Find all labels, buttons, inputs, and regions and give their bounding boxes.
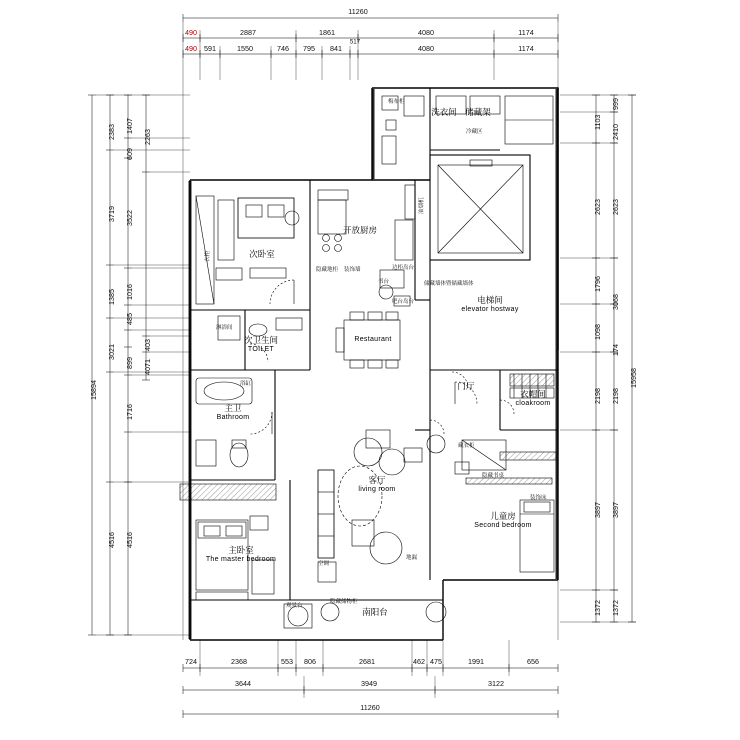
dim-left2-1: 609 (125, 148, 134, 160)
room-label-entry-hall: 门厅 (457, 381, 475, 391)
room-label-laundry: 洗衣间 (431, 107, 457, 117)
dim-left1-1: 3719 (107, 206, 116, 222)
dim-top2-5: 841 (330, 44, 342, 53)
room-label-storage: 储藏架 (465, 107, 491, 117)
dim-left2-4: 485 (125, 313, 134, 325)
room-label-bathroom: 主卫 Bathroom (216, 403, 250, 421)
annotation-cabinet-wall: 装饰墙 (344, 267, 361, 273)
dim-bot2-1: 3949 (361, 679, 377, 688)
annotation-fridge-zone: 冷藏区 (466, 129, 483, 135)
dim-bot1-7: 1991 (468, 657, 484, 666)
dim-bot1-0: 724 (185, 657, 197, 666)
room-label-toilet: 次卫生间 TOILET (243, 335, 278, 353)
dim-right1-4: 2198 (593, 388, 602, 404)
dim-left1-4: 4516 (107, 532, 116, 548)
dim-right1-1: 2623 (593, 199, 602, 215)
annotation-shelf: 梅布柜 (388, 99, 405, 105)
dim-left2-5: 899 (125, 357, 134, 369)
room-label-living-room: 客厅 living room (358, 475, 396, 493)
annotation-hood: 油烟机 (419, 197, 425, 214)
dim-right1-0: 1103 (593, 114, 602, 130)
dim-left3-0: 2263 (143, 129, 152, 145)
dim-right2-3: 3068 (611, 294, 620, 310)
dim-top2-0: 490 (185, 44, 197, 53)
dim-right2-7: 1372 (611, 600, 620, 616)
annotation-side-island: 边柜岛台 (392, 265, 415, 271)
dim-right2-2: 2623 (611, 199, 620, 215)
dim-left1-0: 2383 (107, 124, 116, 140)
dim-right2-5: 2198 (611, 388, 620, 404)
dim-bot1-1: 2368 (231, 657, 247, 666)
dim-left2-6: 1716 (125, 404, 134, 420)
dim-right1-2: 1796 (593, 276, 602, 292)
annotation-tv-cabinet: 隐藏地柜 (316, 267, 339, 273)
dim-top1-1: 2887 (240, 28, 256, 37)
dim-top1-2: 1861 (319, 28, 335, 37)
annotation-ac-unit: 空调 (318, 561, 330, 567)
dim-bot-overall: 11260 (360, 703, 380, 712)
dim-top-overall: 11260 (348, 7, 368, 16)
dim-bot2-0: 3644 (235, 679, 251, 688)
room-label-restaurant: Restaurant (354, 336, 392, 343)
dim-bot1-3: 806 (304, 657, 316, 666)
dim-top2-2: 1550 (237, 44, 253, 53)
dim-top2-6: 517 (349, 37, 361, 46)
room-label-elevator: 电梯间 elevator hostway (461, 295, 519, 313)
annotation-storage-wall: 储藏墙体暨储藏墙体 (424, 281, 474, 287)
dim-left2-0: 1407 (125, 118, 134, 134)
dim-left3-2: 4071 (143, 359, 152, 375)
annotation-wardrobe-1: 衣柜 (205, 250, 211, 262)
dim-right1-3: 1098 (593, 324, 602, 340)
dim-right2-4: 174 (611, 344, 620, 356)
annotation-desk: 书台 (378, 279, 390, 285)
room-label-open-kitchen: 开放厨房 (342, 225, 377, 235)
annotation-floor-drain: 地漏 (406, 555, 418, 561)
room-label-master-bedroom: 主卧室 The master bedroom (205, 545, 277, 563)
room-label-kids-room: 儿童房 Second bedroom (474, 511, 532, 529)
room-label-balcony: 南阳台 (362, 607, 388, 617)
dim-right1-5: 3897 (593, 502, 602, 518)
dim-top1-3: 4080 (418, 28, 434, 37)
dim-top1-4: 1174 (518, 28, 534, 37)
dim-right1-6: 1372 (593, 600, 602, 616)
dim-bot2-2: 3122 (488, 679, 504, 688)
annotation-bunk-bed: 装饰床 (530, 495, 547, 501)
dim-left1-3: 3021 (107, 344, 116, 360)
dim-top2-7: 4080 (418, 44, 434, 53)
dim-left1-2: 1385 (107, 289, 116, 305)
room-label-second-bedroom: 次卧室 (249, 249, 275, 259)
annotation-flower-stand: 观景台 (286, 603, 303, 609)
dim-bot1-5: 462 (413, 657, 425, 666)
dim-bot1-2: 553 (281, 657, 293, 666)
dim-top2-4: 795 (303, 44, 315, 53)
dim-top1-0: 490 (185, 28, 197, 37)
dim-top2-3: 746 (277, 44, 289, 53)
dim-top2-1: 591 (204, 44, 216, 53)
annotation-island: 吧台岛台 (392, 299, 415, 305)
annotation-hidden-shelf: 隐藏书桌 (482, 473, 505, 479)
dim-left2-2: 3522 (125, 210, 134, 226)
dim-right2-1: 2410 (611, 124, 620, 140)
dim-left-overall: 15894 (89, 380, 98, 400)
annotation-mirror: 藏衣柜 (458, 443, 475, 449)
dim-top2-8: 1174 (518, 44, 534, 53)
dim-bot1-6: 475 (430, 657, 442, 666)
dim-bot1-8: 656 (527, 657, 539, 666)
room-label-cloakroom: 衣帽间 cloakroom (515, 389, 551, 407)
annotation-shower: 淋浴间 (216, 325, 233, 331)
annotation-tub: 浴缸 (240, 381, 252, 387)
dim-right2-6: 3897 (611, 502, 620, 518)
dim-bot1-4: 2681 (359, 657, 375, 666)
dim-left2-7: 4516 (125, 532, 134, 548)
dim-right2-0: 999 (611, 98, 620, 110)
annotation-hidden-cab: 隐藏储物柜 (330, 599, 358, 605)
dim-right-overall: 15958 (629, 368, 638, 388)
dim-left3-1: 403 (143, 339, 152, 351)
dim-left2-3: 1016 (125, 284, 134, 300)
